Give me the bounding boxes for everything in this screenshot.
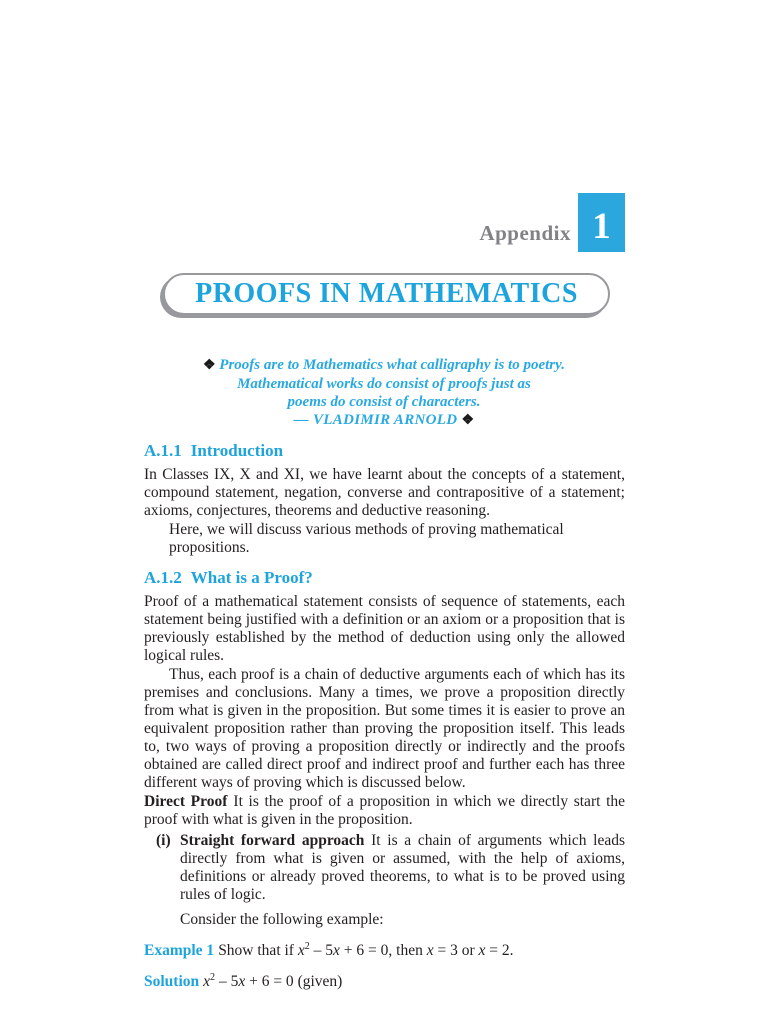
epigraph xyxy=(0,356,768,430)
example-text: = 2. xyxy=(485,942,514,959)
approach-text: It is a chain of arguments which leads directly from what is given or assumed, with the help of axioms, definitions or already proved theorems, to what is to be proved using rules of logic. xyxy=(180,832,626,903)
ornament-icon: ❖ xyxy=(461,413,475,428)
epigraph-line xyxy=(0,356,768,375)
direct-proof-text: It is the proof of a proposition in which we directly start the proof with what is given in the proposition. xyxy=(144,793,626,828)
proof-paragraph-1: Proof of a mathematical statement consists of sequence of statements, each statement being justified with a definition or an axiom or a proposition that is previously established by the method of deduction using only the allowed logical rules. xyxy=(144,593,625,664)
list-item-text xyxy=(180,832,625,904)
solution-label: Solution xyxy=(144,973,200,990)
epigraph-line xyxy=(0,375,768,393)
proof-paragraph-2: Thus, each proof is a chain of deductive arguments each of which has its premises and conclusions. Many a times, we prove a proposition directly from what is given in the proposition. But some times it is easier to prove an equivalent proposition rather than proving the proposition itself. This leads to, two ways of proving a proposition directly or indirectly and the proofs obtained are called direct proof and indirect proof and further each has three different ways of proving which is discussed below. xyxy=(144,666,625,791)
appendix-header xyxy=(0,193,625,252)
section-heading-a1-2 xyxy=(144,568,625,588)
chapter-title-banner xyxy=(163,273,610,315)
intro-paragraph: In Classes IX, X and XI, we have learnt about the concepts of a statement, compound statement, negation, converse and contrapositive of a statement; axioms, conjectures, theorems and deductive reasoning. xyxy=(144,466,625,519)
appendix-number: 1 xyxy=(592,206,611,247)
equation: $x^2 - 5x + 6 = 0$ xyxy=(203,971,294,990)
appendix-number-box xyxy=(578,193,625,252)
direct-proof-paragraph xyxy=(144,793,625,829)
example-text: , then xyxy=(388,942,427,959)
example-text: Show that if xyxy=(218,942,298,959)
epigraph-text: Proofs are to Mathematics what calligraphy is to poetry. xyxy=(219,357,565,373)
direct-proof-label: Direct Proof xyxy=(144,793,228,810)
epigraph-text: Mathematical works do consist of proofs just as xyxy=(237,376,531,392)
solution-text: (given) xyxy=(293,973,343,990)
variable: x xyxy=(478,942,486,959)
section-number: A.1.2 xyxy=(144,568,182,587)
appendix-label: Appendix xyxy=(479,221,571,245)
example-text: = 3 or xyxy=(433,942,479,959)
consider-line: Consider the following example: xyxy=(180,911,384,928)
approach-label: Straight forward approach xyxy=(180,832,365,849)
epigraph-line xyxy=(0,393,768,411)
intro-paragraph-2: Here, we will discuss various methods of proving mathematical propositions. xyxy=(169,521,564,556)
list-marker: (i) xyxy=(156,832,171,849)
section-title: What is a Proof? xyxy=(190,568,313,587)
section-heading-a1-1 xyxy=(144,441,625,461)
chapter-title: PROOFS IN MATHEMATICS xyxy=(195,278,578,309)
epigraph-attribution xyxy=(0,411,768,430)
section-number: A.1.1 xyxy=(144,441,182,460)
solution-line xyxy=(144,973,625,991)
attribution-text: — VLADIMIR ARNOLD xyxy=(293,412,458,428)
main-content xyxy=(144,441,625,992)
ornament-icon: ❖ xyxy=(202,358,216,373)
example-line xyxy=(144,942,625,960)
epigraph-text: poems do consist of characters. xyxy=(287,394,481,410)
equation: $x^2 - 5x + 6 = 0$ xyxy=(297,940,389,959)
section-title: Introduction xyxy=(190,441,284,460)
variable: x xyxy=(426,942,434,959)
example-label: Example 1 xyxy=(144,942,215,959)
list-item-i xyxy=(144,832,625,904)
